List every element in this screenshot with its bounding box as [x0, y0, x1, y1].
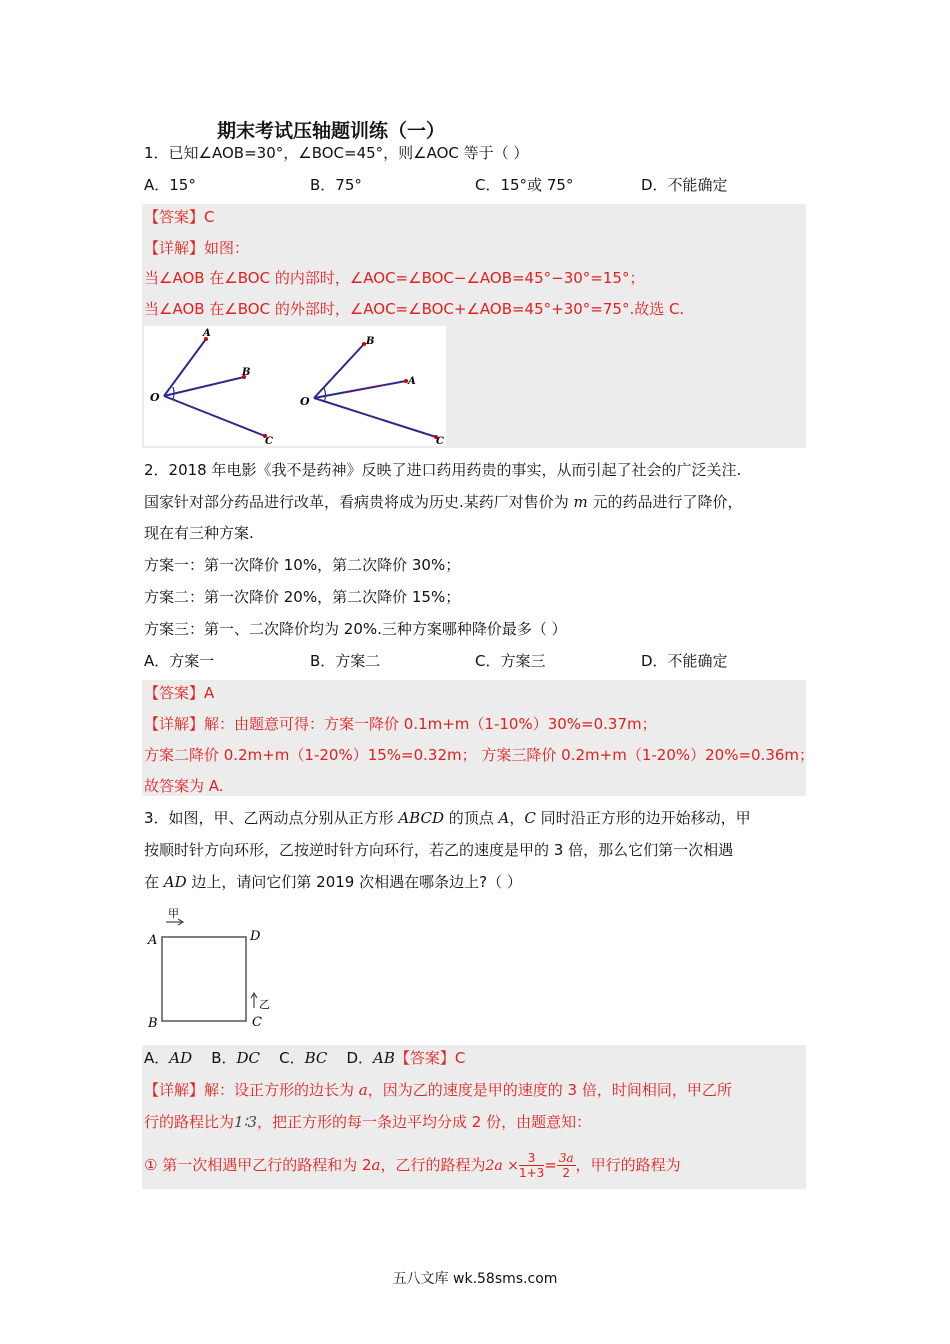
fig2-label-b: B — [366, 336, 375, 347]
q2-line-2: 国家针对部分药品进行改革，看病贵将成为历史.某药厂对售价为 m 元的药品进行了降价， — [144, 493, 743, 511]
q2-plan-1: 方案一：第一次降价 10%，第二次降价 30%； — [144, 556, 461, 574]
q2-plan-3: 方案三：第一、二次降价均为 20%.三种方案哪种降价最多（ ） — [144, 620, 567, 638]
q1-answer: 【答案】C — [144, 208, 215, 226]
q3-detail-3: ① 第一次相遇甲乙行的路程和为 2a，乙行的路程为2a × $\frac{3}{1+3}$ = $\frac{3a}{2}$ ，甲行的路程为 — [144, 1151, 681, 1180]
fig1-label-o: O — [150, 391, 160, 404]
q2-option-d: D．不能确定 — [641, 652, 728, 670]
q3-option-c: C．BC — [279, 1049, 328, 1067]
q2-options — [144, 649, 806, 673]
q3-answer: 【答案】C — [394, 1049, 466, 1067]
q2-option-a: A．方案一 — [144, 652, 215, 670]
q1-detail-2: 当∠AOB 在∠BOC 的外部时，∠AOC=∠BOC+∠AOB=45°+30°=75°.故选 C. — [144, 300, 685, 318]
fig2-label-o: O — [300, 395, 310, 408]
q2-solution-box — [142, 680, 806, 796]
q2-line-3: 现在有三种方案. — [144, 524, 254, 542]
q2-plan-2: 方案二：第一次降价 20%，第二次降价 15%； — [144, 588, 461, 606]
fraction-3-over-4: $\frac{3}{1+3}$ — [518, 1151, 545, 1180]
q3-option-a: A．AD — [144, 1049, 193, 1067]
q3-detail-2: 行的路程比为1∶3，把正方形的每一条边平均分成 2 份，由题意知： — [144, 1113, 592, 1131]
q3-line-3: 在 AD 边上，请问它们第 2019 次相遇在哪条边上?（ ） — [144, 873, 522, 891]
q2-answer: 【答案】A — [144, 684, 215, 702]
label-b: B — [148, 1016, 158, 1031]
q3-option-b: B．DC — [211, 1049, 261, 1067]
math-expr-left: 2a × — [485, 1158, 519, 1174]
q1-figure-panel — [144, 326, 446, 446]
fraction-3a-over-2: $\frac{3a}{2}$ — [558, 1151, 574, 1180]
q3-option-d: D．AB — [346, 1049, 395, 1067]
q2-option-c: C．方案三 — [475, 652, 546, 670]
q1-detail-head: 【详解】如图： — [144, 239, 250, 257]
footer-watermark: 五八文库 wk.58sms.com — [392, 1271, 558, 1287]
fig1-label-b: B — [242, 367, 251, 378]
label-c: C — [252, 1015, 262, 1030]
q1-detail-1: 当∠AOB 在∠BOC 的内部时，∠AOC=∠BOC−∠AOB=45°−30°=15°； — [144, 269, 645, 287]
q2-option-b: B．方案二 — [310, 652, 381, 670]
fig1-label-c: C — [265, 436, 273, 446]
page-title: 期末考试压轴题训练（一） — [216, 120, 445, 142]
label-jia: 甲 — [168, 907, 179, 920]
q3-line-1: 3．如图，甲、乙两动点分别从正方形 ABCD 的顶点 A，C 同时沿正方形的边开始移动，甲 — [144, 809, 751, 827]
q1-option-d: D．不能确定 — [641, 176, 728, 194]
q2-detail-2: 方案二降价 0.2m+m（1-20%）15%=0.32m； 方案三降价 0.2m+m（1-20%）20%=0.36m； — [144, 746, 815, 764]
fig2-label-a: A — [408, 376, 416, 387]
q2-detail-3: 故答案为 A. — [144, 777, 224, 795]
q1-option-c: C．15°或 75° — [475, 176, 574, 194]
label-yi: 乙 — [259, 998, 270, 1011]
q3-square-figure — [144, 904, 284, 1034]
q1-option-a: A．15° — [144, 176, 196, 194]
q1-options — [144, 173, 806, 197]
q2-detail-1: 【详解】解：由题意可得：方案一降价 0.1m+m（1-10%）30%=0.37m； — [144, 715, 657, 733]
q3-detail-1: 【详解】解：设正方形的边长为 a，因为乙的速度是甲的速度的 3 倍，时间相同，甲乙所 — [144, 1081, 732, 1099]
q3-options — [144, 1046, 465, 1070]
q1-option-b: B．75° — [310, 176, 362, 194]
fig1-label-a: A — [203, 328, 211, 339]
q1-stem: 1．已知∠AOB=30°，∠BOC=45°，则∠AOC 等于（ ） — [144, 144, 529, 162]
label-a: A — [148, 933, 158, 948]
q3-line-2: 按顺时针方向环形，乙按逆时针方向环行，若乙的速度是甲的 3 倍，那么它们第一次相遇 — [144, 841, 734, 859]
fig2-label-c: C — [436, 436, 444, 446]
label-d: D — [250, 929, 261, 944]
q2-line-1: 2．2018 年电影《我不是药神》反映了进口药用药贵的事实，从而引起了社会的广泛关注. — [144, 461, 742, 479]
